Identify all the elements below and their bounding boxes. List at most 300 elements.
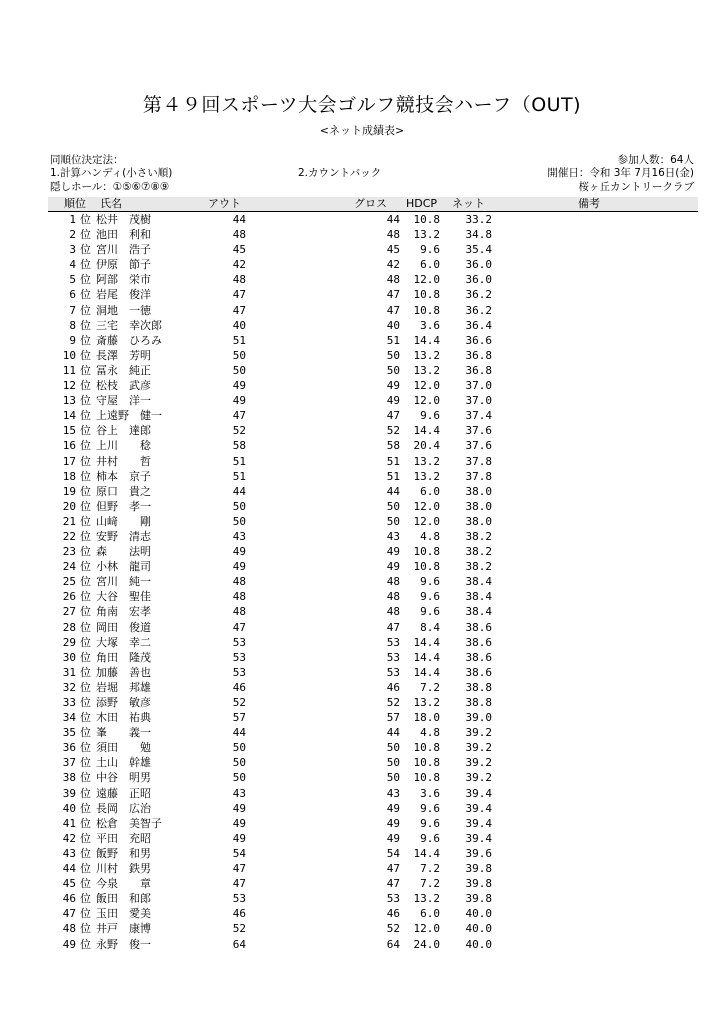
gross-score-cell: 53 bbox=[386, 665, 400, 679]
name-cell: 上遠野 健一 bbox=[96, 409, 162, 423]
table-row bbox=[0, 650, 724, 665]
net-score-cell: 39.8 bbox=[465, 862, 492, 876]
hdcp-cell: 4.8 bbox=[420, 529, 440, 543]
rank-cell: 14 bbox=[62, 409, 76, 423]
table-row bbox=[0, 363, 724, 378]
rank-cell: 45 bbox=[62, 877, 76, 891]
rank-suffix-cell: 位 bbox=[80, 846, 91, 860]
gross-score-cell: 50 bbox=[386, 499, 400, 513]
table-row bbox=[0, 620, 724, 635]
name-cell: 伊原 節子 bbox=[96, 258, 151, 272]
table-row bbox=[0, 242, 724, 257]
hdcp-cell: 13.2 bbox=[413, 363, 440, 377]
name-cell: 添野 敏彦 bbox=[96, 696, 151, 709]
rank-cell: 9 bbox=[69, 333, 76, 347]
out-score-cell: 53 bbox=[232, 650, 246, 664]
rank-cell: 29 bbox=[62, 635, 76, 649]
hdcp-cell: 10.8 bbox=[413, 288, 440, 302]
rank-suffix-cell: 位 bbox=[80, 545, 91, 559]
table-row bbox=[0, 257, 724, 272]
results-table bbox=[0, 212, 724, 952]
hdcp-cell: 10.8 bbox=[413, 560, 440, 574]
out-score-cell: 64 bbox=[232, 937, 246, 951]
out-score-cell: 49 bbox=[232, 816, 246, 830]
hdcp-cell: 14.4 bbox=[413, 424, 440, 438]
net-score-cell: 39.8 bbox=[465, 892, 492, 906]
net-score-cell: 39.4 bbox=[465, 801, 492, 815]
net-score-cell: 38.6 bbox=[465, 650, 492, 664]
name-cell: 阿部 栄市 bbox=[96, 273, 151, 287]
hdcp-cell: 12.0 bbox=[413, 499, 440, 513]
gross-score-cell: 50 bbox=[386, 741, 400, 755]
hdcp-cell: 13.2 bbox=[413, 228, 440, 242]
gross-score-cell: 49 bbox=[386, 394, 400, 408]
rank-suffix-cell: 位 bbox=[80, 801, 91, 815]
hdcp-cell: 12.0 bbox=[413, 273, 440, 287]
rank-cell: 44 bbox=[62, 862, 76, 876]
net-score-cell: 37.8 bbox=[465, 469, 492, 483]
name-cell: 大谷 聖佳 bbox=[96, 590, 151, 604]
name-cell: 飯田 和郎 bbox=[96, 892, 151, 906]
table-row bbox=[0, 740, 724, 755]
rank-suffix-cell: 位 bbox=[80, 877, 91, 891]
hdcp-cell: 9.6 bbox=[420, 816, 440, 830]
rank-cell: 11 bbox=[62, 363, 76, 377]
net-score-cell: 39.2 bbox=[465, 756, 492, 770]
table-row bbox=[0, 921, 724, 936]
rank-cell: 17 bbox=[62, 454, 76, 468]
net-score-cell: 39.4 bbox=[465, 786, 492, 800]
out-score-cell: 50 bbox=[232, 514, 246, 528]
rank-cell: 21 bbox=[62, 514, 76, 528]
rank-cell: 25 bbox=[62, 575, 76, 589]
table-row bbox=[0, 906, 724, 921]
rank-cell: 34 bbox=[62, 711, 76, 725]
rank-suffix-cell: 位 bbox=[80, 635, 91, 649]
net-score-cell: 33.2 bbox=[465, 213, 492, 226]
name-cell: 松倉 美智子 bbox=[96, 816, 162, 830]
table-row bbox=[0, 378, 724, 393]
name-cell: 峯 義一 bbox=[96, 726, 151, 740]
table-row bbox=[0, 227, 724, 242]
gross-score-cell: 52 bbox=[386, 424, 400, 438]
table-row bbox=[0, 710, 724, 725]
net-score-cell: 38.4 bbox=[465, 605, 492, 619]
out-score-cell: 50 bbox=[232, 756, 246, 770]
rank-suffix-cell: 位 bbox=[80, 892, 91, 906]
rank-suffix-cell: 位 bbox=[80, 831, 91, 845]
header-hdcp: HDCP bbox=[406, 197, 438, 210]
gross-score-cell: 53 bbox=[386, 892, 400, 906]
gross-score-cell: 50 bbox=[386, 363, 400, 377]
out-score-cell: 44 bbox=[232, 213, 246, 226]
gross-score-cell: 51 bbox=[386, 333, 400, 347]
net-score-cell: 39.4 bbox=[465, 831, 492, 845]
rank-cell: 39 bbox=[62, 786, 76, 800]
rank-suffix-cell: 位 bbox=[80, 862, 91, 876]
out-score-cell: 47 bbox=[232, 862, 246, 876]
gross-score-cell: 64 bbox=[386, 937, 400, 951]
table-row bbox=[0, 574, 724, 589]
rank-cell: 5 bbox=[69, 273, 76, 287]
rank-suffix-cell: 位 bbox=[80, 575, 91, 589]
gross-score-cell: 47 bbox=[386, 877, 400, 891]
hdcp-cell: 10.8 bbox=[413, 545, 440, 559]
net-score-cell: 38.4 bbox=[465, 590, 492, 604]
gross-score-cell: 44 bbox=[386, 726, 400, 740]
header-rank: 順位 bbox=[64, 197, 86, 210]
table-row bbox=[0, 816, 724, 831]
rank-suffix-cell: 位 bbox=[80, 288, 91, 302]
hdcp-cell: 12.0 bbox=[413, 379, 440, 393]
table-row bbox=[0, 423, 724, 438]
event-date: 開催日：令和 3年 7月16日(金) bbox=[547, 167, 694, 179]
hdcp-cell: 10.8 bbox=[413, 303, 440, 317]
out-score-cell: 50 bbox=[232, 741, 246, 755]
table-row bbox=[0, 303, 724, 318]
rank-suffix-cell: 位 bbox=[80, 379, 91, 393]
table-row bbox=[0, 604, 724, 619]
hdcp-cell: 14.4 bbox=[413, 650, 440, 664]
hdcp-cell: 13.2 bbox=[413, 892, 440, 906]
name-cell: 長澤 芳明 bbox=[96, 348, 151, 362]
name-cell: 大塚 幸二 bbox=[96, 635, 151, 649]
table-row bbox=[0, 514, 724, 529]
hdcp-cell: 7.2 bbox=[420, 862, 440, 876]
gross-score-cell: 43 bbox=[386, 529, 400, 543]
net-score-cell: 39.2 bbox=[465, 726, 492, 740]
rank-cell: 2 bbox=[69, 228, 76, 242]
table-row bbox=[0, 831, 724, 846]
name-cell: 三宅 幸次郎 bbox=[96, 318, 162, 332]
tiebreak-method-2: 2.カウントバック bbox=[298, 167, 382, 179]
net-score-cell: 38.2 bbox=[465, 545, 492, 559]
gross-score-cell: 50 bbox=[386, 514, 400, 528]
rank-suffix-cell: 位 bbox=[80, 786, 91, 800]
name-cell: 宮川 純一 bbox=[96, 575, 151, 589]
table-row bbox=[0, 559, 724, 574]
out-score-cell: 48 bbox=[232, 605, 246, 619]
hdcp-cell: 10.8 bbox=[413, 771, 440, 785]
out-score-cell: 54 bbox=[232, 846, 246, 860]
rank-cell: 16 bbox=[62, 439, 76, 453]
page-subtitle: <ネット成績表> bbox=[319, 124, 405, 137]
header-out: アウト bbox=[208, 197, 241, 210]
name-cell: 井村 哲 bbox=[96, 454, 151, 468]
hdcp-cell: 12.0 bbox=[413, 514, 440, 528]
net-score-cell: 34.8 bbox=[465, 228, 492, 242]
out-score-cell: 44 bbox=[232, 484, 246, 498]
net-score-cell: 37.0 bbox=[465, 394, 492, 408]
name-cell: 森 法明 bbox=[96, 545, 151, 559]
gross-score-cell: 43 bbox=[386, 786, 400, 800]
out-score-cell: 43 bbox=[232, 786, 246, 800]
rank-cell: 26 bbox=[62, 590, 76, 604]
out-score-cell: 42 bbox=[232, 258, 246, 272]
net-score-cell: 35.4 bbox=[465, 243, 492, 257]
hdcp-cell: 14.4 bbox=[413, 846, 440, 860]
net-score-cell: 36.0 bbox=[465, 258, 492, 272]
hdcp-cell: 9.6 bbox=[420, 801, 440, 815]
rank-cell: 7 bbox=[69, 303, 76, 317]
net-score-cell: 38.4 bbox=[465, 575, 492, 589]
rank-cell: 27 bbox=[62, 605, 76, 619]
gross-score-cell: 54 bbox=[386, 846, 400, 860]
name-cell: 池田 利和 bbox=[96, 228, 151, 242]
gross-score-cell: 48 bbox=[386, 590, 400, 604]
out-score-cell: 52 bbox=[232, 424, 246, 438]
out-score-cell: 50 bbox=[232, 348, 246, 362]
rank-cell: 35 bbox=[62, 726, 76, 740]
table-row bbox=[0, 393, 724, 408]
net-score-cell: 36.8 bbox=[465, 348, 492, 362]
rank-suffix-cell: 位 bbox=[80, 726, 91, 740]
rank-suffix-cell: 位 bbox=[80, 213, 91, 226]
gross-score-cell: 47 bbox=[386, 288, 400, 302]
gross-score-cell: 47 bbox=[386, 303, 400, 317]
rank-suffix-cell: 位 bbox=[80, 258, 91, 272]
out-score-cell: 57 bbox=[232, 711, 246, 725]
out-score-cell: 49 bbox=[232, 831, 246, 845]
rank-suffix-cell: 位 bbox=[80, 228, 91, 242]
name-cell: 加藤 善也 bbox=[96, 665, 151, 679]
out-score-cell: 48 bbox=[232, 273, 246, 287]
out-score-cell: 50 bbox=[232, 363, 246, 377]
hdcp-cell: 6.0 bbox=[420, 484, 440, 498]
page-title: 第４９回スポーツ大会ゴルフ競技会ハーフ（OUT) bbox=[142, 94, 582, 116]
table-row bbox=[0, 861, 724, 876]
net-score-cell: 38.8 bbox=[465, 680, 492, 694]
net-score-cell: 39.2 bbox=[465, 771, 492, 785]
rank-suffix-cell: 位 bbox=[80, 273, 91, 287]
rank-cell: 32 bbox=[62, 680, 76, 694]
rank-cell: 15 bbox=[62, 424, 76, 438]
rank-suffix-cell: 位 bbox=[80, 907, 91, 921]
rank-suffix-cell: 位 bbox=[80, 303, 91, 317]
table-row bbox=[0, 801, 724, 816]
rank-cell: 46 bbox=[62, 892, 76, 906]
table-row bbox=[0, 333, 724, 348]
net-score-cell: 39.0 bbox=[465, 711, 492, 725]
name-cell: 洞地 一徳 bbox=[96, 303, 151, 317]
name-cell: 飯野 和男 bbox=[96, 846, 151, 860]
hdcp-cell: 10.8 bbox=[413, 213, 440, 226]
table-row bbox=[0, 272, 724, 287]
table-row bbox=[0, 348, 724, 363]
out-score-cell: 50 bbox=[232, 499, 246, 513]
gross-score-cell: 48 bbox=[386, 273, 400, 287]
rank-suffix-cell: 位 bbox=[80, 243, 91, 257]
net-score-cell: 37.4 bbox=[465, 409, 492, 423]
name-cell: 斎藤 ひろみ bbox=[96, 333, 162, 347]
out-score-cell: 44 bbox=[232, 726, 246, 740]
rank-suffix-cell: 位 bbox=[80, 605, 91, 619]
rank-cell: 30 bbox=[62, 650, 76, 664]
table-row bbox=[0, 544, 724, 559]
rank-suffix-cell: 位 bbox=[80, 741, 91, 755]
name-cell: 守屋 洋一 bbox=[96, 394, 151, 408]
hdcp-cell: 10.8 bbox=[413, 756, 440, 770]
net-score-cell: 38.2 bbox=[465, 529, 492, 543]
rank-cell: 38 bbox=[62, 771, 76, 785]
rank-suffix-cell: 位 bbox=[80, 560, 91, 574]
rank-cell: 36 bbox=[62, 741, 76, 755]
name-cell: 角田 隆茂 bbox=[96, 650, 151, 664]
hdcp-cell: 6.0 bbox=[420, 907, 440, 921]
participant-count: 参加人数：64人 bbox=[617, 154, 694, 166]
rank-suffix-cell: 位 bbox=[80, 937, 91, 951]
name-cell: 土山 幹雄 bbox=[96, 756, 151, 770]
table-row bbox=[0, 786, 724, 801]
rank-suffix-cell: 位 bbox=[80, 816, 91, 830]
net-score-cell: 38.0 bbox=[465, 499, 492, 513]
hdcp-cell: 13.2 bbox=[413, 469, 440, 483]
gross-score-cell: 47 bbox=[386, 409, 400, 423]
hdcp-cell: 9.6 bbox=[420, 409, 440, 423]
rank-suffix-cell: 位 bbox=[80, 394, 91, 408]
table-row bbox=[0, 469, 724, 484]
rank-suffix-cell: 位 bbox=[80, 680, 91, 694]
rank-suffix-cell: 位 bbox=[80, 620, 91, 634]
name-cell: 木田 祐典 bbox=[96, 711, 151, 725]
table-row bbox=[0, 725, 724, 740]
gross-score-cell: 44 bbox=[386, 484, 400, 498]
gross-score-cell: 44 bbox=[386, 213, 400, 226]
rank-cell: 37 bbox=[62, 756, 76, 770]
rank-cell: 33 bbox=[62, 696, 76, 709]
name-cell: 松枝 武彦 bbox=[96, 379, 151, 393]
rank-cell: 42 bbox=[62, 831, 76, 845]
rank-cell: 47 bbox=[62, 907, 76, 921]
name-cell: 安野 清志 bbox=[96, 529, 151, 543]
table-row bbox=[0, 454, 724, 469]
rank-suffix-cell: 位 bbox=[80, 348, 91, 362]
table-row bbox=[0, 891, 724, 906]
rank-cell: 43 bbox=[62, 846, 76, 860]
header-name: 氏名 bbox=[100, 197, 122, 210]
net-score-cell: 38.0 bbox=[465, 484, 492, 498]
rank-suffix-cell: 位 bbox=[80, 454, 91, 468]
rank-cell: 12 bbox=[62, 379, 76, 393]
net-score-cell: 38.6 bbox=[465, 620, 492, 634]
name-cell: 玉田 愛美 bbox=[96, 907, 151, 921]
net-score-cell: 40.0 bbox=[465, 907, 492, 921]
table-row bbox=[0, 755, 724, 770]
name-cell: 冨永 純正 bbox=[96, 363, 151, 377]
rank-suffix-cell: 位 bbox=[80, 922, 91, 936]
hdcp-cell: 13.2 bbox=[413, 454, 440, 468]
hdcp-cell: 14.4 bbox=[413, 333, 440, 347]
net-score-cell: 36.0 bbox=[465, 273, 492, 287]
hdcp-cell: 10.8 bbox=[413, 741, 440, 755]
gross-score-cell: 49 bbox=[386, 816, 400, 830]
rank-cell: 19 bbox=[62, 484, 76, 498]
net-score-cell: 39.2 bbox=[465, 741, 492, 755]
rank-cell: 6 bbox=[69, 288, 76, 302]
table-row bbox=[0, 680, 724, 695]
name-cell: 柿本 京子 bbox=[96, 469, 151, 483]
out-score-cell: 47 bbox=[232, 409, 246, 423]
net-score-cell: 36.4 bbox=[465, 318, 492, 332]
rank-suffix-cell: 位 bbox=[80, 665, 91, 679]
gross-score-cell: 45 bbox=[386, 243, 400, 257]
header-notes: 備考 bbox=[578, 197, 600, 210]
hdcp-cell: 7.2 bbox=[420, 680, 440, 694]
hdcp-cell: 3.6 bbox=[420, 318, 440, 332]
out-score-cell: 47 bbox=[232, 620, 246, 634]
net-score-cell: 39.8 bbox=[465, 877, 492, 891]
gross-score-cell: 48 bbox=[386, 575, 400, 589]
name-cell: 井戸 康博 bbox=[96, 922, 151, 936]
table-row bbox=[0, 937, 724, 952]
gross-score-cell: 49 bbox=[386, 831, 400, 845]
gross-score-cell: 40 bbox=[386, 318, 400, 332]
hdcp-cell: 20.4 bbox=[413, 439, 440, 453]
rank-cell: 22 bbox=[62, 529, 76, 543]
rank-suffix-cell: 位 bbox=[80, 439, 91, 453]
out-score-cell: 52 bbox=[232, 922, 246, 936]
name-cell: 但野 孝一 bbox=[96, 499, 151, 513]
hdcp-cell: 14.4 bbox=[413, 665, 440, 679]
name-cell: 上川 稔 bbox=[96, 439, 151, 453]
net-score-cell: 38.2 bbox=[465, 560, 492, 574]
header-gross: グロス bbox=[354, 197, 387, 210]
rank-suffix-cell: 位 bbox=[80, 771, 91, 785]
rank-cell: 48 bbox=[62, 922, 76, 936]
rank-suffix-cell: 位 bbox=[80, 469, 91, 483]
net-score-cell: 39.6 bbox=[465, 846, 492, 860]
gross-score-cell: 47 bbox=[386, 862, 400, 876]
hdcp-cell: 24.0 bbox=[413, 937, 440, 951]
out-score-cell: 53 bbox=[232, 665, 246, 679]
name-cell: 小林 龍司 bbox=[96, 560, 151, 574]
gross-score-cell: 50 bbox=[386, 756, 400, 770]
hdcp-cell: 9.6 bbox=[420, 575, 440, 589]
rank-cell: 49 bbox=[62, 937, 76, 951]
rank-cell: 23 bbox=[62, 545, 76, 559]
net-score-cell: 40.0 bbox=[465, 922, 492, 936]
gross-score-cell: 46 bbox=[386, 907, 400, 921]
net-score-cell: 38.6 bbox=[465, 665, 492, 679]
out-score-cell: 53 bbox=[232, 635, 246, 649]
out-score-cell: 45 bbox=[232, 243, 246, 257]
rank-suffix-cell: 位 bbox=[80, 756, 91, 770]
table-row bbox=[0, 770, 724, 785]
out-score-cell: 47 bbox=[232, 288, 246, 302]
name-cell: 角南 宏孝 bbox=[96, 605, 151, 619]
out-score-cell: 49 bbox=[232, 379, 246, 393]
rank-suffix-cell: 位 bbox=[80, 650, 91, 664]
gross-score-cell: 49 bbox=[386, 545, 400, 559]
name-cell: 山﨑 剛 bbox=[96, 514, 151, 528]
header-net: ネット bbox=[452, 197, 485, 210]
rank-suffix-cell: 位 bbox=[80, 711, 91, 725]
net-score-cell: 38.6 bbox=[465, 635, 492, 649]
name-cell: 岡田 俊道 bbox=[96, 620, 151, 634]
out-score-cell: 47 bbox=[232, 303, 246, 317]
rank-suffix-cell: 位 bbox=[80, 590, 91, 604]
gross-score-cell: 49 bbox=[386, 379, 400, 393]
net-score-cell: 36.6 bbox=[465, 333, 492, 347]
gross-score-cell: 57 bbox=[386, 711, 400, 725]
name-cell: 原口 貴之 bbox=[96, 484, 151, 498]
hdcp-cell: 3.6 bbox=[420, 786, 440, 800]
table-row bbox=[0, 438, 724, 453]
net-score-cell: 38.8 bbox=[465, 696, 492, 709]
rank-suffix-cell: 位 bbox=[80, 514, 91, 528]
net-score-cell: 40.0 bbox=[465, 937, 492, 951]
gross-score-cell: 51 bbox=[386, 454, 400, 468]
